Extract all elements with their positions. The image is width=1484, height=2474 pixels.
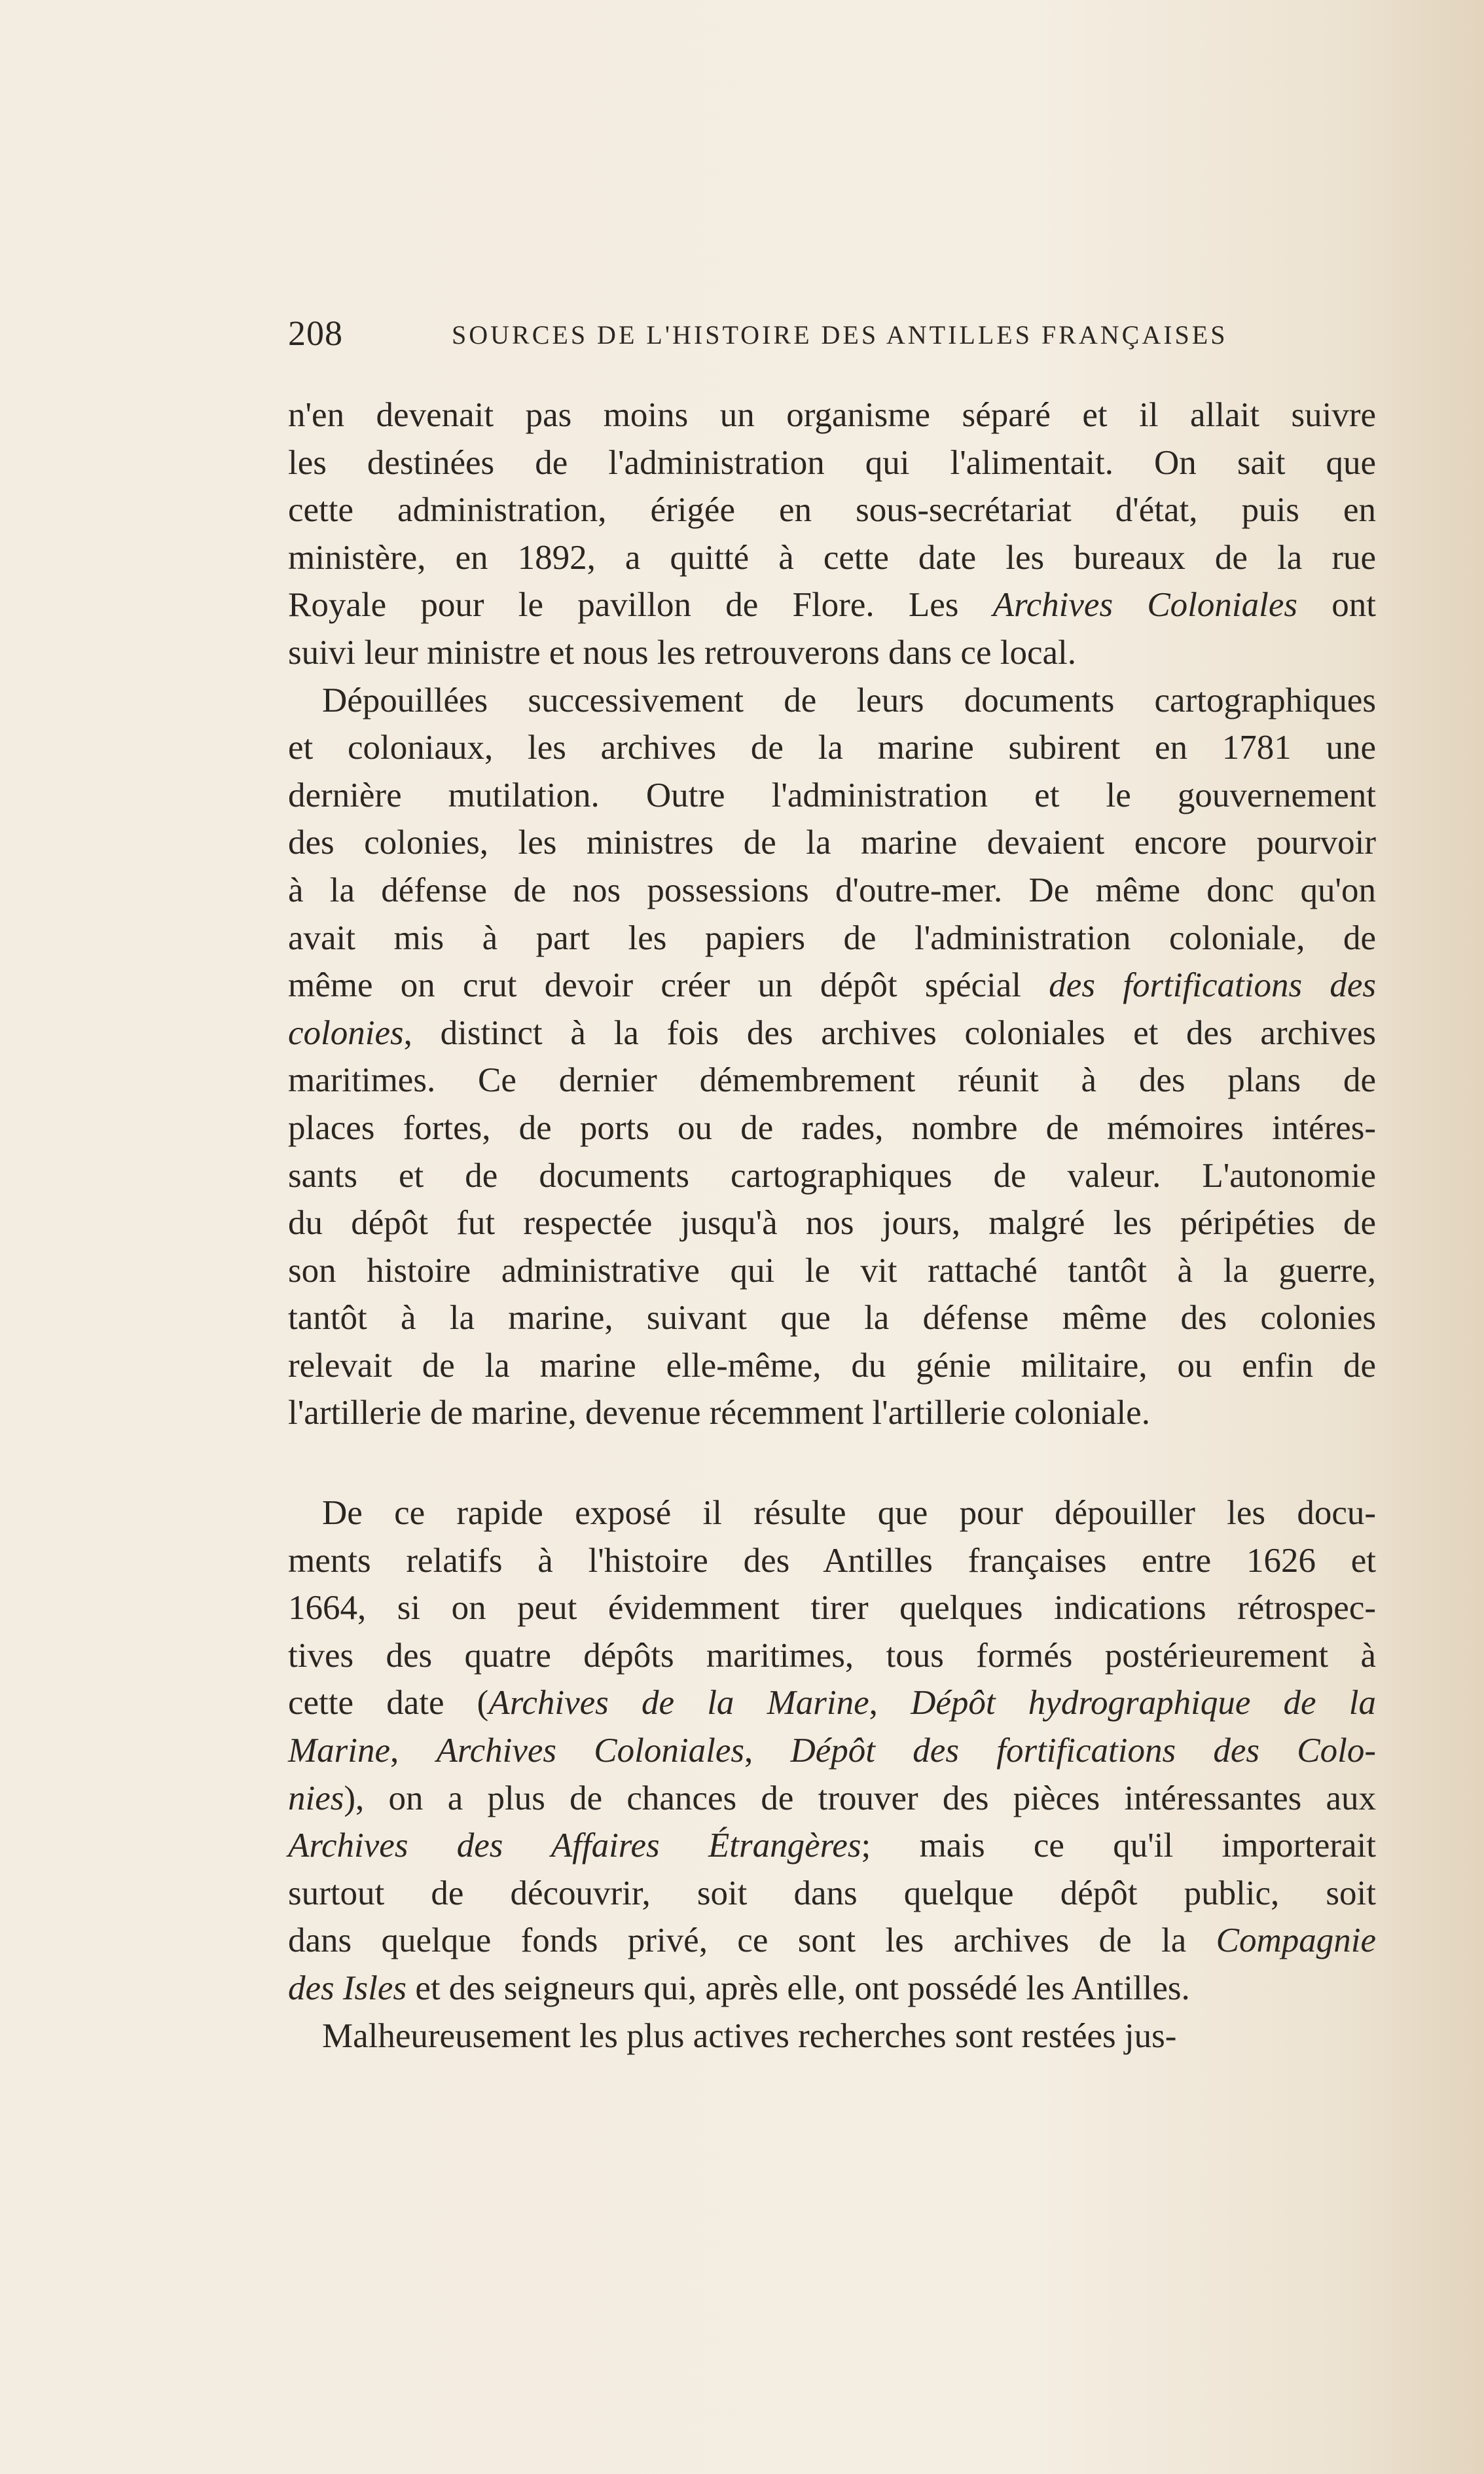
paragraph bbox=[288, 1489, 1376, 2012]
text-run: les destinées de l'administration qui l'alimentait. On sait que bbox=[288, 443, 1376, 482]
text-run: son histoire administrative qui le vit rattaché tantôt à la guerre, bbox=[288, 1251, 1376, 1290]
paragraph bbox=[288, 677, 1376, 1438]
text-line bbox=[288, 1870, 1376, 1918]
text-run: des colonies, les ministres de la marine devaient encore pourvoir bbox=[288, 824, 1376, 862]
text-line bbox=[288, 1199, 1376, 1247]
text-run: dans quelque fonds privé, ce sont les archives de la bbox=[288, 1921, 1216, 1960]
text-run: Malheureusement les plus actives recherches sont restées jus- bbox=[322, 2016, 1177, 2055]
italic-title: Marine bbox=[288, 1732, 391, 1770]
italic-title: Archives Coloniales bbox=[992, 586, 1298, 625]
text-run: , bbox=[744, 1732, 791, 1770]
text-line bbox=[288, 486, 1376, 534]
text-run: suivi leur ministre et nous les retrouverons dans ce local. bbox=[288, 633, 1076, 672]
text-line bbox=[288, 1247, 1376, 1295]
paragraph bbox=[288, 391, 1376, 677]
text-run: tives des quatre dépôts maritimes, tous formés postérieurement à bbox=[288, 1636, 1376, 1675]
text-line bbox=[288, 1537, 1376, 1585]
text-line bbox=[288, 915, 1376, 962]
text-line bbox=[288, 1152, 1376, 1200]
text-line bbox=[288, 1489, 1376, 1537]
italic-title: Archives de la Marine bbox=[488, 1684, 869, 1722]
text-line bbox=[288, 581, 1376, 629]
text-line bbox=[288, 1965, 1376, 2012]
text-run: ministère, en 1892, a quitté à cette date les bureaux de la rue bbox=[288, 538, 1376, 577]
text-line bbox=[288, 962, 1376, 1010]
text-line bbox=[288, 629, 1376, 677]
text-run: et des seigneurs qui, après elle, ont possédé les Antilles. bbox=[407, 1969, 1190, 2007]
text-line bbox=[288, 1010, 1376, 1057]
italic-title: Archives des Affaires Étrangères bbox=[288, 1827, 861, 1865]
page-header bbox=[288, 313, 1375, 359]
text-run: , bbox=[390, 1732, 437, 1770]
text-run: places fortes, de ports ou de rades, nombre de mémoires intéres- bbox=[288, 1108, 1376, 1147]
text-line bbox=[288, 391, 1376, 439]
paragraph-gap bbox=[288, 1437, 1376, 1489]
text-run: du dépôt fut respectée jusqu'à nos jours, malgré les péripéties de bbox=[288, 1204, 1376, 1243]
text-line bbox=[288, 1389, 1376, 1437]
text-line bbox=[288, 534, 1376, 582]
text-line bbox=[288, 1917, 1376, 1965]
text-line bbox=[288, 439, 1376, 487]
text-run: , bbox=[869, 1684, 911, 1722]
text-run: à la défense de nos possessions d'outre-mer. De même donc qu'on bbox=[288, 871, 1376, 909]
text-run: ; mais ce qu'il importerait bbox=[861, 1827, 1376, 1865]
text-run: cette date ( bbox=[288, 1684, 489, 1722]
text-line bbox=[288, 867, 1376, 915]
text-line bbox=[288, 1775, 1376, 1823]
text-line bbox=[288, 1342, 1376, 1390]
italic-title: Compagnie bbox=[1216, 1921, 1376, 1960]
italic-title: Archives Coloniales bbox=[436, 1732, 744, 1770]
running-head: SOURCES DE L'HISTOIRE DES ANTILLES FRANÇAISES bbox=[452, 320, 1228, 350]
italic-title: nies bbox=[288, 1779, 344, 1817]
text-line bbox=[288, 1822, 1376, 1870]
text-line bbox=[288, 1294, 1376, 1342]
text-line bbox=[288, 1104, 1376, 1152]
text-run: avait mis à part les papiers de l'administration coloniale, de bbox=[288, 919, 1376, 957]
italic-title: des Isles bbox=[288, 1969, 407, 2007]
text-run: et coloniaux, les archives de la marine subirent en 1781 une bbox=[288, 729, 1376, 767]
text-line bbox=[288, 2012, 1376, 2060]
italic-title: des fortifications des bbox=[1049, 966, 1377, 1005]
text-run: l'artillerie de marine, devenue récemment l'artillerie coloniale. bbox=[288, 1394, 1150, 1432]
text-run: 1664, si on peut évidemment tirer quelques indications rétrospec- bbox=[288, 1589, 1376, 1628]
text-run: ments relatifs à l'histoire des Antilles françaises entre 1626 et bbox=[288, 1541, 1376, 1580]
text-run: n'en devenait pas moins un organisme séparé et il allait suivre bbox=[288, 396, 1376, 434]
body-text bbox=[288, 391, 1376, 2060]
text-line bbox=[288, 1057, 1376, 1104]
italic-title: Dépôt hydrographique de la bbox=[911, 1684, 1376, 1722]
text-line bbox=[288, 1584, 1376, 1632]
italic-title: Dépôt des fortifications des Colo- bbox=[790, 1732, 1376, 1770]
text-run: dernière mutilation. Outre l'administration et le gouvernement bbox=[288, 776, 1376, 814]
text-run: relevait de la marine elle-même, du génie militaire, ou enfin de bbox=[288, 1346, 1376, 1385]
text-line bbox=[288, 1679, 1376, 1727]
text-line bbox=[288, 819, 1376, 867]
text-run: ), on a plus de chances de trouver des pièces intéressantes aux bbox=[344, 1779, 1376, 1817]
text-run: tantôt à la marine, suivant que la défense même des colonies bbox=[288, 1299, 1376, 1337]
text-run: De ce rapide exposé il résulte que pour dépouiller les docu- bbox=[322, 1494, 1376, 1533]
text-run: même on crut devoir créer un dépôt spécial bbox=[288, 966, 1049, 1005]
text-run: ont bbox=[1297, 586, 1376, 625]
text-run: sants et de documents cartographiques de valeur. L'autonomie bbox=[288, 1156, 1376, 1195]
text-run: surtout de découvrir, soit dans quelque dépôt public, soit bbox=[288, 1874, 1376, 1912]
text-run: cette administration, érigée en sous-secrétariat d'état, puis en bbox=[288, 491, 1376, 530]
paragraph bbox=[288, 2012, 1376, 2060]
italic-title: colonies bbox=[288, 1013, 404, 1052]
text-line bbox=[288, 677, 1376, 725]
text-run: maritimes. Ce dernier démembrement réunit à des plans de bbox=[288, 1061, 1376, 1100]
text-line bbox=[288, 1632, 1376, 1680]
text-run: Dépouillées successivement de leurs documents cartographiques bbox=[322, 681, 1376, 719]
text-line bbox=[288, 1727, 1376, 1775]
text-run: Royale pour le pavillon de Flore. Les bbox=[288, 586, 993, 625]
text-line bbox=[288, 772, 1376, 820]
page-number: 208 bbox=[288, 314, 343, 353]
text-line bbox=[288, 724, 1376, 772]
text-run: , distinct à la fois des archives coloniales et des archives bbox=[403, 1013, 1376, 1052]
